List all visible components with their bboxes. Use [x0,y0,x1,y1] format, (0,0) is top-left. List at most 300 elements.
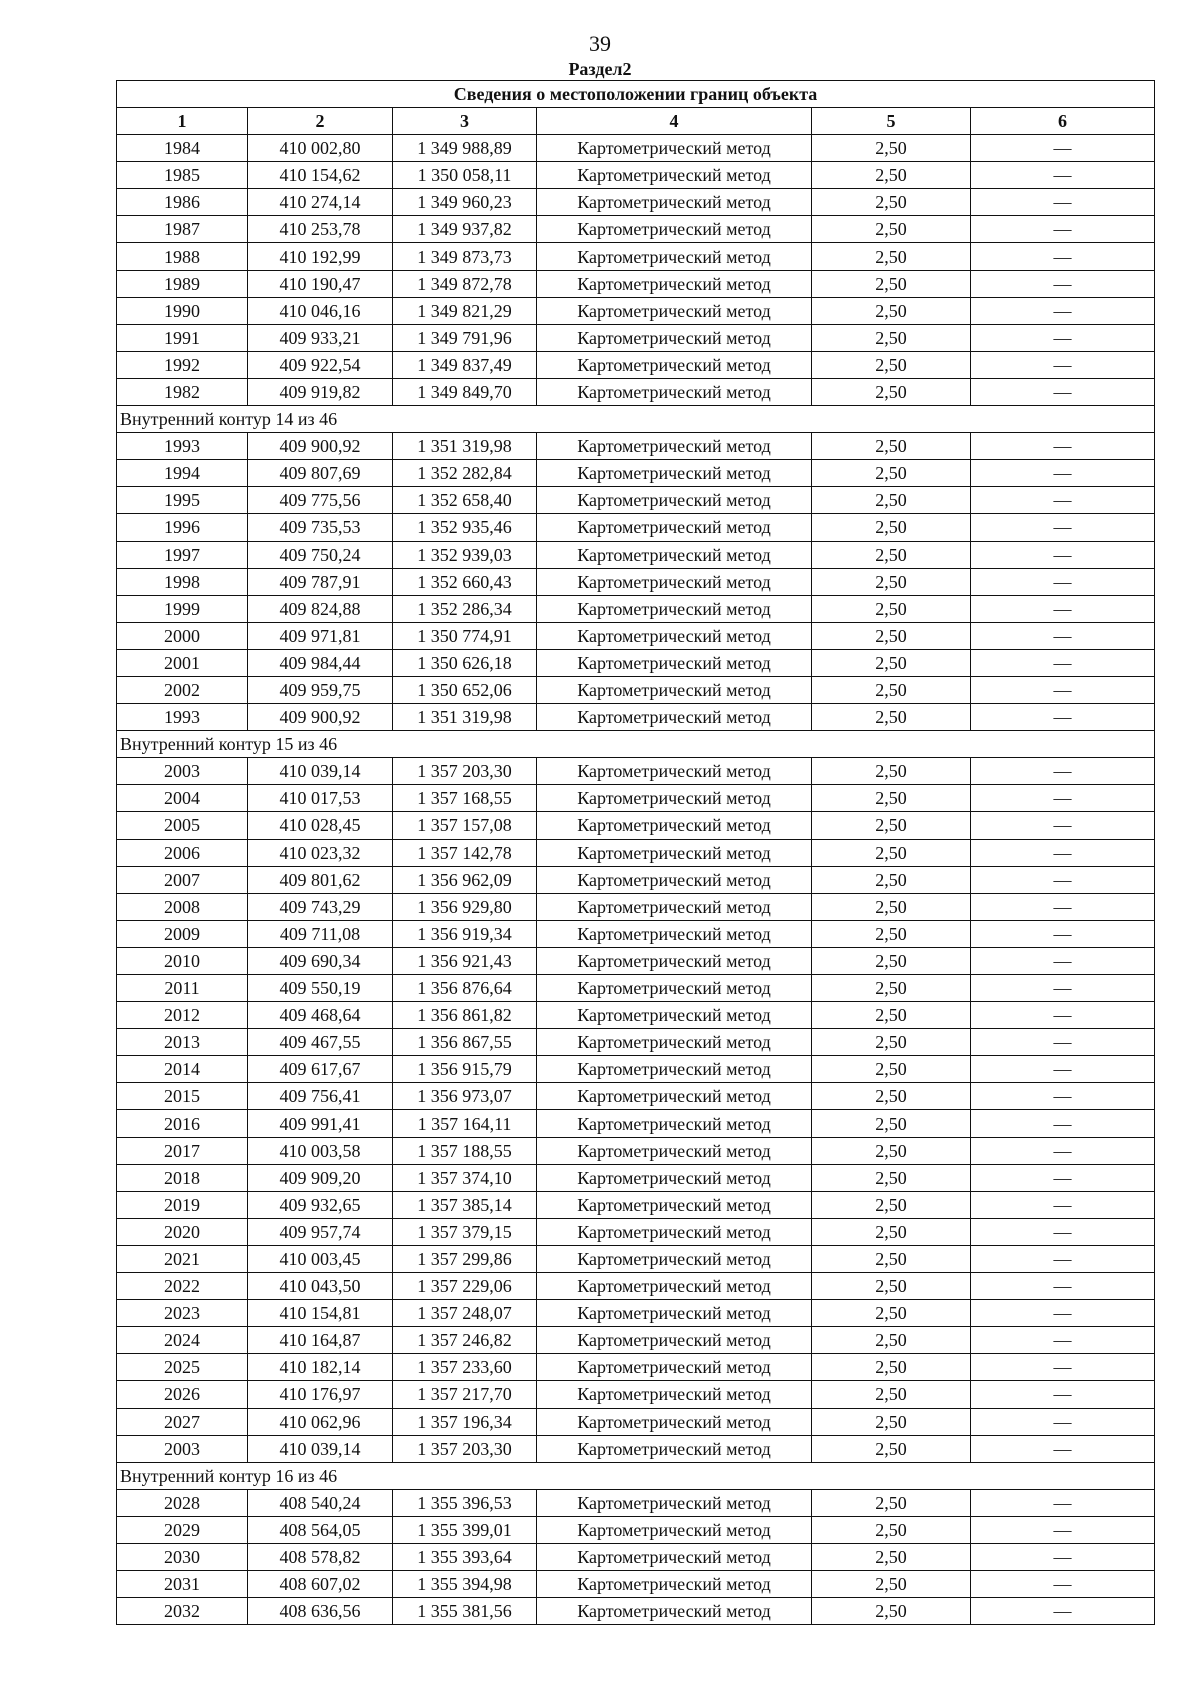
cell-accuracy: 2,50 [812,649,971,676]
table-row [117,1056,1155,1083]
cell-y-coordinate: 1 356 867,55 [393,1029,537,1056]
cell-description: — [971,270,1155,297]
cell-x-coordinate: 409 959,75 [248,676,393,703]
cell-point-number: 2031 [117,1571,248,1598]
cell-x-coordinate: 409 775,56 [248,487,393,514]
table-row [117,162,1155,189]
cell-x-coordinate: 408 636,56 [248,1598,393,1625]
table-row [117,189,1155,216]
table-row [117,1110,1155,1137]
cell-method: Картометрический метод [537,1489,812,1516]
cell-accuracy: 2,50 [812,704,971,731]
table-title: Сведения о местоположении границ объекта [117,81,1155,108]
table-row [117,622,1155,649]
cell-y-coordinate: 1 357 385,14 [393,1191,537,1218]
cell-point-number: 1999 [117,595,248,622]
cell-x-coordinate: 410 274,14 [248,189,393,216]
cell-point-number: 2009 [117,920,248,947]
table-row [117,1381,1155,1408]
table-row [117,1083,1155,1110]
cell-accuracy: 2,50 [812,568,971,595]
cell-x-coordinate: 409 919,82 [248,378,393,405]
cell-point-number: 2026 [117,1381,248,1408]
cell-y-coordinate: 1 357 233,60 [393,1354,537,1381]
cell-description: — [971,975,1155,1002]
section-title: Раздел2 [568,59,632,79]
column-header-2: 2 [248,108,393,135]
cell-y-coordinate: 1 357 157,08 [393,812,537,839]
cell-point-number: 1984 [117,135,248,162]
cell-point-number: 1986 [117,189,248,216]
cell-y-coordinate: 1 357 379,15 [393,1218,537,1245]
table-row [117,135,1155,162]
cell-method: Картометрический метод [537,297,812,324]
cell-y-coordinate: 1 350 626,18 [393,649,537,676]
cell-method: Картометрический метод [537,920,812,947]
cell-accuracy: 2,50 [812,351,971,378]
cell-method: Картометрический метод [537,893,812,920]
cell-point-number: 2016 [117,1110,248,1137]
cell-description: — [971,1164,1155,1191]
cell-description: — [971,1137,1155,1164]
cell-accuracy: 2,50 [812,1056,971,1083]
cell-method: Картометрический метод [537,676,812,703]
cell-x-coordinate: 410 046,16 [248,297,393,324]
contour-label: Внутренний контур 15 из 46 [117,731,1155,758]
cell-description: — [971,1543,1155,1570]
cell-method: Картометрический метод [537,595,812,622]
cell-accuracy: 2,50 [812,135,971,162]
table-row [117,541,1155,568]
table-row [117,433,1155,460]
cell-description: — [971,297,1155,324]
cell-accuracy: 2,50 [812,378,971,405]
cell-description: — [971,568,1155,595]
cell-accuracy: 2,50 [812,1083,971,1110]
column-header-3: 3 [393,108,537,135]
table-row [117,460,1155,487]
cell-x-coordinate: 410 192,99 [248,243,393,270]
page-number: 39 [589,31,611,56]
cell-method: Картометрический метод [537,1408,812,1435]
cell-description: — [971,812,1155,839]
cell-x-coordinate: 410 028,45 [248,812,393,839]
cell-method: Картометрический метод [537,541,812,568]
cell-y-coordinate: 1 357 299,86 [393,1245,537,1272]
cell-y-coordinate: 1 349 791,96 [393,324,537,351]
cell-y-coordinate: 1 356 876,64 [393,975,537,1002]
cell-description: — [971,1435,1155,1462]
cell-method: Картометрический метод [537,1327,812,1354]
cell-method: Картометрический метод [537,324,812,351]
cell-y-coordinate: 1 352 282,84 [393,460,537,487]
cell-point-number: 2007 [117,866,248,893]
cell-method: Картометрический метод [537,1056,812,1083]
cell-accuracy: 2,50 [812,433,971,460]
cell-description: — [971,1110,1155,1137]
cell-description: — [971,1029,1155,1056]
cell-point-number: 2014 [117,1056,248,1083]
cell-description: — [971,378,1155,405]
table-row [117,758,1155,785]
table-row [117,1408,1155,1435]
cell-method: Картометрический метод [537,947,812,974]
cell-description: — [971,433,1155,460]
cell-x-coordinate: 409 900,92 [248,433,393,460]
cell-accuracy: 2,50 [812,893,971,920]
cell-method: Картометрический метод [537,568,812,595]
cell-description: — [971,1273,1155,1300]
cell-x-coordinate: 410 062,96 [248,1408,393,1435]
cell-method: Картометрический метод [537,649,812,676]
cell-accuracy: 2,50 [812,1245,971,1272]
cell-method: Картометрический метод [537,243,812,270]
cell-x-coordinate: 409 824,88 [248,595,393,622]
cell-x-coordinate: 409 900,92 [248,704,393,731]
cell-x-coordinate: 408 607,02 [248,1571,393,1598]
table-row [117,514,1155,541]
table-row [117,595,1155,622]
cell-x-coordinate: 410 154,62 [248,162,393,189]
cell-y-coordinate: 1 349 988,89 [393,135,537,162]
table-row [117,1300,1155,1327]
cell-point-number: 2019 [117,1191,248,1218]
cell-description: — [971,1300,1155,1327]
cell-accuracy: 2,50 [812,541,971,568]
cell-method: Картометрический метод [537,1300,812,1327]
table-row [117,704,1155,731]
cell-description: — [971,460,1155,487]
cell-description: — [971,1489,1155,1516]
cell-description: — [971,541,1155,568]
cell-x-coordinate: 408 564,05 [248,1516,393,1543]
cell-y-coordinate: 1 355 381,56 [393,1598,537,1625]
cell-point-number: 2020 [117,1218,248,1245]
cell-method: Картометрический метод [537,1191,812,1218]
table-row [117,1543,1155,1570]
cell-point-number: 2005 [117,812,248,839]
cell-y-coordinate: 1 350 058,11 [393,162,537,189]
cell-y-coordinate: 1 356 929,80 [393,893,537,920]
cell-description: — [971,839,1155,866]
cell-accuracy: 2,50 [812,595,971,622]
cell-description: — [971,1516,1155,1543]
cell-y-coordinate: 1 350 652,06 [393,676,537,703]
cell-method: Картометрический метод [537,1218,812,1245]
cell-y-coordinate: 1 349 872,78 [393,270,537,297]
column-header-row [117,108,1155,135]
cell-x-coordinate: 410 164,87 [248,1327,393,1354]
cell-method: Картометрический метод [537,487,812,514]
cell-accuracy: 2,50 [812,487,971,514]
cell-accuracy: 2,50 [812,1002,971,1029]
cell-point-number: 2004 [117,785,248,812]
cell-method: Картометрический метод [537,1164,812,1191]
cell-x-coordinate: 409 467,55 [248,1029,393,1056]
column-header-1: 1 [117,108,248,135]
cell-x-coordinate: 409 750,24 [248,541,393,568]
cell-y-coordinate: 1 357 246,82 [393,1327,537,1354]
cell-point-number: 2003 [117,758,248,785]
cell-y-coordinate: 1 349 937,82 [393,216,537,243]
cell-method: Картометрический метод [537,216,812,243]
table-row [117,812,1155,839]
cell-x-coordinate: 408 578,82 [248,1543,393,1570]
cell-point-number: 1989 [117,270,248,297]
cell-accuracy: 2,50 [812,975,971,1002]
cell-point-number: 2008 [117,893,248,920]
cell-x-coordinate: 409 933,21 [248,324,393,351]
cell-description: — [971,866,1155,893]
cell-description: — [971,135,1155,162]
cell-accuracy: 2,50 [812,920,971,947]
cell-description: — [971,1327,1155,1354]
cell-method: Картометрический метод [537,1273,812,1300]
cell-y-coordinate: 1 357 248,07 [393,1300,537,1327]
cell-accuracy: 2,50 [812,460,971,487]
cell-description: — [971,1245,1155,1272]
cell-point-number: 2022 [117,1273,248,1300]
cell-point-number: 1985 [117,162,248,189]
cell-description: — [971,1381,1155,1408]
cell-description: — [971,758,1155,785]
cell-y-coordinate: 1 356 915,79 [393,1056,537,1083]
cell-description: — [971,487,1155,514]
cell-x-coordinate: 409 468,64 [248,1002,393,1029]
cell-accuracy: 2,50 [812,1381,971,1408]
cell-x-coordinate: 409 957,74 [248,1218,393,1245]
cell-description: — [971,622,1155,649]
contour-row [117,406,1155,433]
cell-point-number: 2021 [117,1245,248,1272]
cell-method: Картометрический метод [537,135,812,162]
cell-point-number: 2029 [117,1516,248,1543]
table-row [117,1191,1155,1218]
cell-y-coordinate: 1 355 394,98 [393,1571,537,1598]
cell-point-number: 2011 [117,975,248,1002]
cell-point-number: 1987 [117,216,248,243]
contour-row [117,1462,1155,1489]
cell-point-number: 2002 [117,676,248,703]
cell-method: Картометрический метод [537,1083,812,1110]
cell-y-coordinate: 1 349 873,73 [393,243,537,270]
cell-x-coordinate: 409 690,34 [248,947,393,974]
cell-point-number: 2030 [117,1543,248,1570]
cell-description: — [971,1083,1155,1110]
table-row [117,975,1155,1002]
cell-point-number: 2013 [117,1029,248,1056]
cell-description: — [971,351,1155,378]
cell-description: — [971,216,1155,243]
table-row [117,324,1155,351]
cell-x-coordinate: 410 039,14 [248,758,393,785]
table-row [117,1571,1155,1598]
cell-description: — [971,1056,1155,1083]
cell-y-coordinate: 1 355 396,53 [393,1489,537,1516]
cell-point-number: 2032 [117,1598,248,1625]
cell-method: Картометрический метод [537,812,812,839]
cell-x-coordinate: 409 932,65 [248,1191,393,1218]
cell-method: Картометрический метод [537,1245,812,1272]
cell-x-coordinate: 409 801,62 [248,866,393,893]
cell-x-coordinate: 409 787,91 [248,568,393,595]
cell-x-coordinate: 409 735,53 [248,514,393,541]
cell-method: Картометрический метод [537,704,812,731]
cell-accuracy: 2,50 [812,324,971,351]
cell-accuracy: 2,50 [812,1164,971,1191]
cell-method: Картометрический метод [537,1002,812,1029]
cell-description: — [971,704,1155,731]
cell-accuracy: 2,50 [812,785,971,812]
cell-accuracy: 2,50 [812,622,971,649]
cell-x-coordinate: 410 182,14 [248,1354,393,1381]
cell-description: — [971,1002,1155,1029]
table-row [117,1137,1155,1164]
table-body [117,135,1155,1625]
cell-accuracy: 2,50 [812,1435,971,1462]
cell-point-number: 2023 [117,1300,248,1327]
cell-accuracy: 2,50 [812,758,971,785]
cell-method: Картометрический метод [537,162,812,189]
cell-method: Картометрический метод [537,785,812,812]
cell-description: — [971,1218,1155,1245]
cell-method: Картометрический метод [537,1543,812,1570]
cell-y-coordinate: 1 349 960,23 [393,189,537,216]
cell-y-coordinate: 1 355 393,64 [393,1543,537,1570]
cell-point-number: 2003 [117,1435,248,1462]
cell-x-coordinate: 410 003,58 [248,1137,393,1164]
table-row [117,270,1155,297]
table-row [117,378,1155,405]
cell-method: Картометрический метод [537,1354,812,1381]
cell-accuracy: 2,50 [812,812,971,839]
cell-method: Картометрический метод [537,270,812,297]
cell-y-coordinate: 1 356 962,09 [393,866,537,893]
cell-x-coordinate: 410 039,14 [248,1435,393,1462]
cell-y-coordinate: 1 356 921,43 [393,947,537,974]
cell-y-coordinate: 1 351 319,98 [393,433,537,460]
cell-y-coordinate: 1 356 861,82 [393,1002,537,1029]
cell-accuracy: 2,50 [812,1489,971,1516]
cell-accuracy: 2,50 [812,1516,971,1543]
cell-x-coordinate: 409 711,08 [248,920,393,947]
cell-y-coordinate: 1 356 919,34 [393,920,537,947]
table-row [117,1435,1155,1462]
cell-x-coordinate: 409 909,20 [248,1164,393,1191]
cell-description: — [971,162,1155,189]
cell-accuracy: 2,50 [812,162,971,189]
table-row [117,649,1155,676]
cell-accuracy: 2,50 [812,1571,971,1598]
cell-x-coordinate: 410 190,47 [248,270,393,297]
table-row [117,1354,1155,1381]
table-row [117,1002,1155,1029]
cell-method: Картометрический метод [537,866,812,893]
cell-point-number: 2010 [117,947,248,974]
cell-y-coordinate: 1 350 774,91 [393,622,537,649]
cell-y-coordinate: 1 349 837,49 [393,351,537,378]
cell-method: Картометрический метод [537,1137,812,1164]
table-row [117,1273,1155,1300]
cell-point-number: 2012 [117,1002,248,1029]
cell-point-number: 1988 [117,243,248,270]
cell-accuracy: 2,50 [812,1354,971,1381]
cell-description: — [971,189,1155,216]
cell-method: Картометрический метод [537,189,812,216]
table-title-row [117,81,1155,108]
cell-accuracy: 2,50 [812,1408,971,1435]
cell-y-coordinate: 1 356 973,07 [393,1083,537,1110]
cell-method: Картометрический метод [537,1110,812,1137]
cell-point-number: 2024 [117,1327,248,1354]
cell-x-coordinate: 408 540,24 [248,1489,393,1516]
cell-point-number: 2017 [117,1137,248,1164]
cell-point-number: 2018 [117,1164,248,1191]
table-row [117,1164,1155,1191]
contour-row [117,731,1155,758]
cell-y-coordinate: 1 357 203,30 [393,758,537,785]
cell-description: — [971,595,1155,622]
cell-method: Картометрический метод [537,378,812,405]
cell-description: — [971,1408,1155,1435]
cell-point-number: 1982 [117,378,248,405]
cell-accuracy: 2,50 [812,189,971,216]
table-row [117,866,1155,893]
cell-x-coordinate: 409 984,44 [248,649,393,676]
cell-method: Картометрический метод [537,460,812,487]
cell-y-coordinate: 1 352 286,34 [393,595,537,622]
cell-description: — [971,893,1155,920]
cell-description: — [971,514,1155,541]
cell-accuracy: 2,50 [812,270,971,297]
cell-y-coordinate: 1 355 399,01 [393,1516,537,1543]
cell-x-coordinate: 410 017,53 [248,785,393,812]
cell-accuracy: 2,50 [812,1137,971,1164]
cell-point-number: 2015 [117,1083,248,1110]
cell-point-number: 2027 [117,1408,248,1435]
cell-accuracy: 2,50 [812,1598,971,1625]
cell-point-number: 1991 [117,324,248,351]
cell-accuracy: 2,50 [812,1191,971,1218]
cell-description: — [971,676,1155,703]
column-header-6: 6 [971,108,1155,135]
cell-point-number: 2001 [117,649,248,676]
cell-accuracy: 2,50 [812,1029,971,1056]
cell-method: Картометрический метод [537,433,812,460]
cell-x-coordinate: 410 253,78 [248,216,393,243]
cell-accuracy: 2,50 [812,243,971,270]
cell-accuracy: 2,50 [812,947,971,974]
column-header-4: 4 [537,108,812,135]
table-row [117,243,1155,270]
cell-accuracy: 2,50 [812,1543,971,1570]
cell-x-coordinate: 409 922,54 [248,351,393,378]
cell-accuracy: 2,50 [812,216,971,243]
cell-y-coordinate: 1 352 935,46 [393,514,537,541]
cell-x-coordinate: 410 002,80 [248,135,393,162]
cell-accuracy: 2,50 [812,297,971,324]
cell-description: — [971,1598,1155,1625]
cell-point-number: 1992 [117,351,248,378]
cell-y-coordinate: 1 349 821,29 [393,297,537,324]
cell-method: Картометрический метод [537,1029,812,1056]
cell-accuracy: 2,50 [812,676,971,703]
table-row [117,839,1155,866]
table-row [117,893,1155,920]
cell-accuracy: 2,50 [812,1300,971,1327]
cell-method: Картометрический метод [537,514,812,541]
cell-method: Картометрический метод [537,975,812,1002]
